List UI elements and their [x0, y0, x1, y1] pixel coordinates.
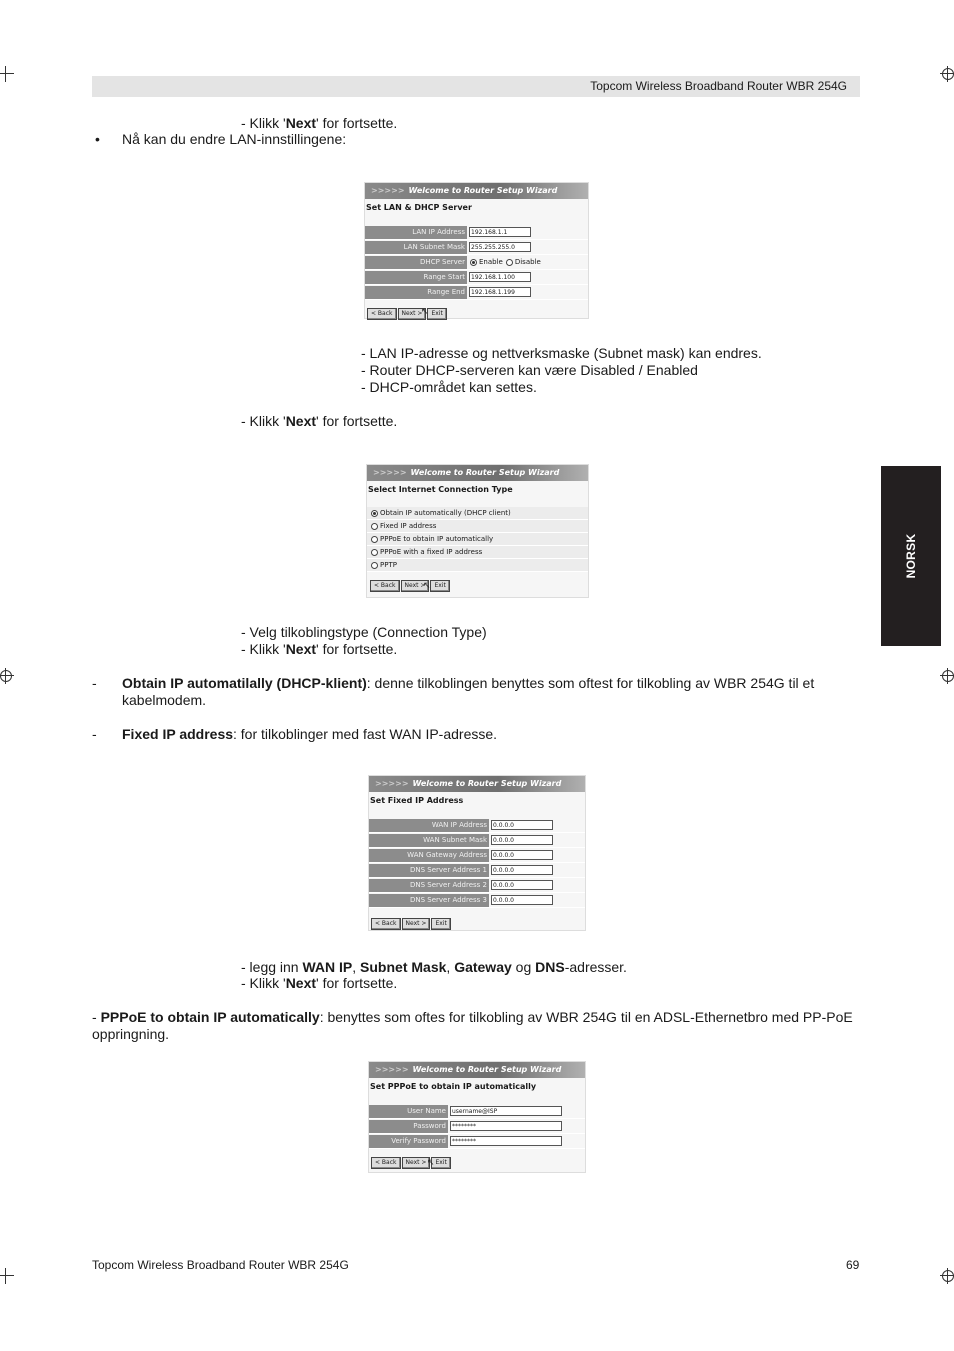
registration-mark: [940, 66, 954, 82]
note-lan-ip: - LAN IP-adresse og nettverksmaske (Subnet mask) kan endres.: [361, 345, 762, 361]
pppoe-description: - PPPoE to obtain IP automatically: benyttes som oftes for tilkobling av WBR 254G til en ADSL-Ethernetbro med PP-PoE oppringning.: [92, 1009, 853, 1042]
option-fixed-ip[interactable]: Fixed IP address: [367, 520, 588, 533]
range-start-input[interactable]: 192.168.1.100: [469, 272, 531, 282]
option-pptp[interactable]: PPTP: [367, 559, 588, 572]
dhcp-server-row: DHCP Server Enable Disable: [365, 255, 588, 270]
page-number: 69: [846, 1258, 860, 1272]
user-name-input[interactable]: username@ISP: [450, 1106, 562, 1116]
password-input[interactable]: ********: [450, 1121, 562, 1131]
instruction-click-next: - Klikk 'Next' for fortsette.: [241, 975, 398, 991]
instruction-choose-type: - Velg tilkoblingstype (Connection Type): [241, 624, 487, 640]
exit-button[interactable]: Exit: [431, 918, 450, 930]
dns2-row: DNS Server Address 2 0.0.0.0: [369, 878, 585, 893]
subnet-mask-input[interactable]: 255.255.255.0: [469, 242, 531, 252]
language-tab-label: NORSK: [904, 533, 918, 579]
verify-password-input[interactable]: ********: [450, 1136, 562, 1146]
lan-ip-input[interactable]: 192.168.1.1: [469, 227, 531, 237]
footer-title: Topcom Wireless Broadband Router WBR 254G: [92, 1258, 349, 1272]
next-button[interactable]: Next >: [401, 580, 430, 592]
wan-subnet-row: WAN Subnet Mask 0.0.0.0: [369, 833, 585, 848]
note-dhcp-range: - DHCP-området kan settes.: [361, 379, 537, 395]
user-name-row: User Name username@ISP: [369, 1104, 585, 1119]
wizard-title-bar: >>>>> Welcome to Router Setup Wizard: [369, 1062, 585, 1078]
wizard-heading: Select Internet Connection Type: [368, 485, 513, 494]
back-button[interactable]: < Back: [371, 1157, 401, 1169]
registration-mark: [0, 66, 14, 82]
wan-ip-row: WAN IP Address 0.0.0.0: [369, 818, 585, 833]
instruction-click-next: - Klikk 'Next' for fortsette.: [241, 413, 398, 429]
wizard-title-bar: >>>>> Welcome to Router Setup Wizard: [367, 465, 588, 481]
back-button[interactable]: < Back: [370, 580, 400, 592]
fixed-ip-description: Fixed IP address: for tilkoblinger med fast WAN IP-adresse.: [122, 726, 498, 742]
lan-dhcp-wizard-screenshot: [364, 182, 589, 319]
range-end-row: Range End 192.168.1.199: [365, 285, 588, 300]
lan-settings-intro: Nå kan du endre LAN-innstillingene:: [122, 131, 347, 147]
option-pppoe-auto[interactable]: PPPoE to obtain IP automatically: [367, 533, 588, 546]
exit-button[interactable]: Exit: [427, 308, 446, 320]
registration-mark: [0, 1268, 14, 1284]
lan-ip-row: LAN IP Address 192.168.1.1: [365, 225, 588, 240]
obtain-ip-description: Obtain IP automatilally (DHCP-klient): denne tilkoblingen benyttes som oftest for tilkobling av WBR 254G til et kabelmodem.: [122, 675, 815, 708]
dash: -: [92, 726, 97, 742]
verify-password-row: Verify Password ********: [369, 1134, 585, 1149]
next-button[interactable]: Next >: [402, 918, 431, 930]
dns2-input[interactable]: 0.0.0.0: [491, 880, 553, 890]
next-button[interactable]: Next >: [398, 308, 427, 320]
wan-subnet-input[interactable]: 0.0.0.0: [491, 835, 553, 845]
registration-mark: [940, 668, 954, 684]
password-row: Password ********: [369, 1119, 585, 1134]
next-button[interactable]: Next >: [402, 1157, 431, 1169]
registration-mark: [940, 1268, 954, 1284]
dash: -: [92, 675, 97, 691]
instruction-enter-addresses: - legg inn WAN IP, Subnet Mask, Gateway og DNS-adresser.: [241, 959, 627, 975]
range-end-input[interactable]: 192.168.1.199: [469, 287, 531, 297]
instruction-click-next: - Klikk 'Next' for fortsette.: [241, 641, 398, 657]
pppoe-wizard-screenshot: [368, 1061, 586, 1173]
wizard-title-bar: >>>>> Welcome to Router Setup Wizard: [365, 183, 588, 199]
dns1-row: DNS Server Address 1 0.0.0.0: [369, 863, 585, 878]
page-header: [92, 76, 860, 97]
instruction-click-next: - Klikk 'Next' for fortsette.: [241, 115, 398, 131]
wan-gateway-input[interactable]: 0.0.0.0: [491, 850, 553, 860]
mouse-cursor-icon: ↖: [421, 307, 429, 317]
mouse-cursor-icon: ↖: [423, 581, 431, 591]
dns3-input[interactable]: 0.0.0.0: [491, 895, 553, 905]
header-title: Topcom Wireless Broadband Router WBR 254G: [590, 79, 847, 93]
option-pppoe-fixed[interactable]: PPPoE with a fixed IP address: [367, 546, 588, 559]
language-tab: [881, 466, 941, 646]
exit-button[interactable]: Exit: [430, 580, 449, 592]
registration-mark: [0, 668, 14, 684]
dns3-row: DNS Server Address 3 0.0.0.0: [369, 893, 585, 908]
subnet-mask-row: LAN Subnet Mask 255.255.255.0: [365, 240, 588, 255]
wizard-heading: Set Fixed IP Address: [370, 796, 464, 805]
note-dhcp-server: - Router DHCP-serveren kan være Disabled / Enabled: [361, 362, 698, 378]
connection-type-wizard-screenshot: [366, 464, 589, 598]
wizard-title-bar: >>>>> Welcome to Router Setup Wizard: [369, 776, 585, 792]
exit-button[interactable]: Exit: [431, 1157, 450, 1169]
back-button[interactable]: < Back: [367, 308, 397, 320]
dns1-input[interactable]: 0.0.0.0: [491, 865, 553, 875]
wan-gateway-row: WAN Gateway Address 0.0.0.0: [369, 848, 585, 863]
disable-radio[interactable]: [506, 259, 513, 266]
wizard-heading: Set PPPoE to obtain IP automatically: [370, 1082, 537, 1091]
range-start-row: Range Start 192.168.1.100: [365, 270, 588, 285]
bullet: •: [95, 131, 100, 147]
fixed-ip-wizard-screenshot: [368, 775, 586, 931]
back-button[interactable]: < Back: [371, 918, 401, 930]
option-dhcp-client[interactable]: Obtain IP automatically (DHCP client): [367, 507, 588, 520]
enable-radio[interactable]: [470, 259, 477, 266]
wan-ip-input[interactable]: 0.0.0.0: [491, 820, 553, 830]
wizard-heading: Set LAN & DHCP Server: [366, 203, 472, 212]
mouse-cursor-icon: ↖: [427, 1158, 435, 1168]
